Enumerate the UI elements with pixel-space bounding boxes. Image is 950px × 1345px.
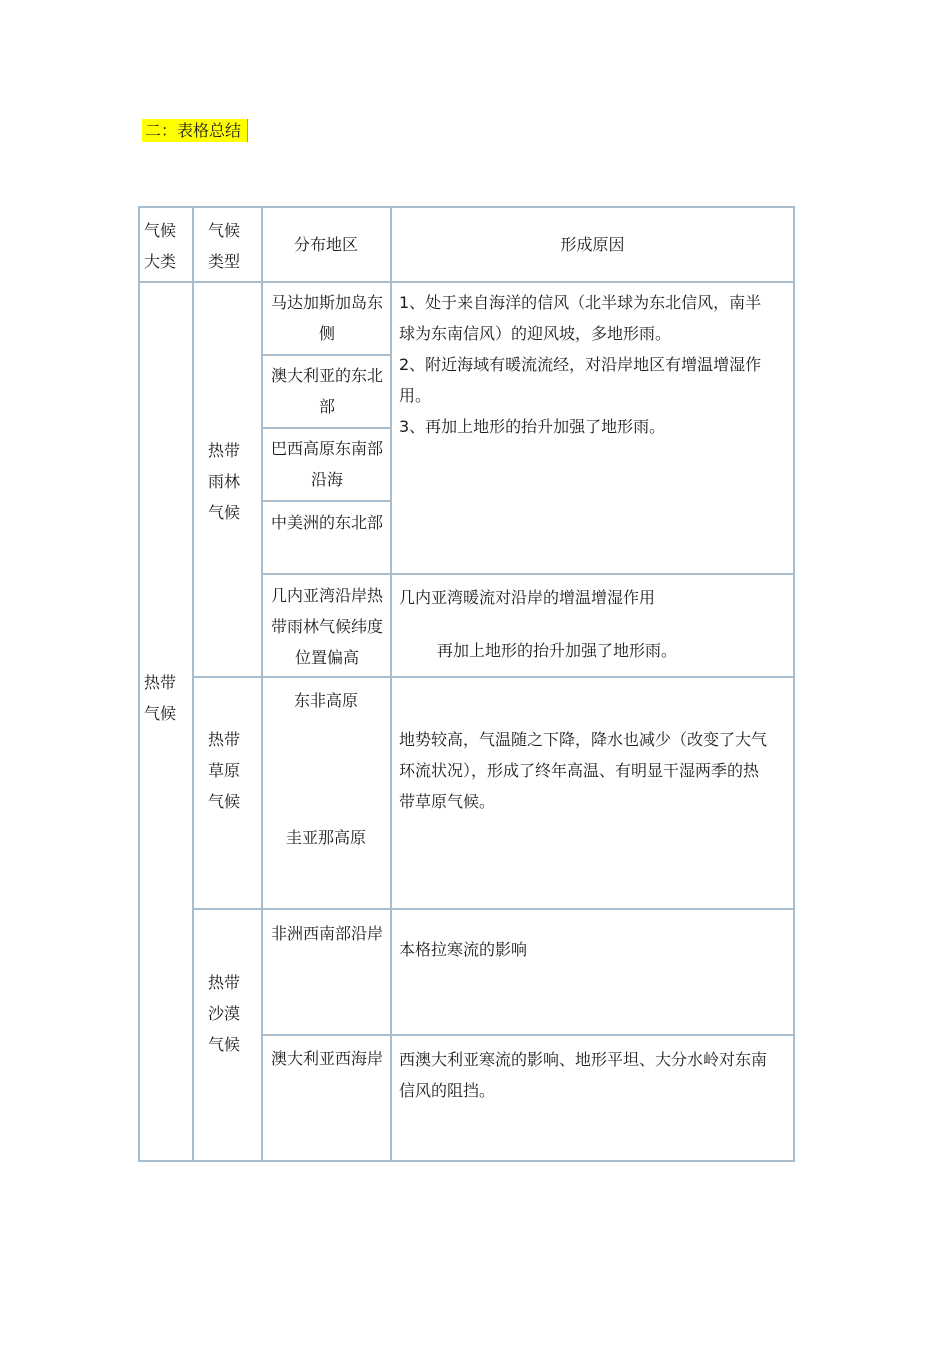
region-ne-central-america: 中美洲的东北部 (270, 513, 383, 532)
reason-benguela: 本格拉寒流的影响 (399, 940, 528, 959)
climate-summary-table (138, 206, 795, 1162)
row-divider (192, 676, 793, 678)
region-sw-africa: 非洲西南部沿岸 (270, 924, 383, 943)
section-heading: 二：表格总结 (142, 119, 248, 142)
region-east-africa: 东非高原 (293, 691, 358, 710)
column-divider (390, 208, 392, 1160)
region-guiana: 圭亚那高原 (285, 828, 366, 847)
climate-category: 热带气候 (144, 673, 177, 723)
row-divider (261, 1034, 793, 1036)
row-divider (261, 573, 793, 575)
column-divider (192, 208, 194, 1160)
header-reason: 形成原因 (560, 235, 625, 254)
column-divider (261, 208, 263, 1160)
type-rainforest: 热带雨林气候 (208, 441, 241, 522)
row-divider (261, 354, 392, 356)
reason-trade-wind-3: 3、再加上地形的抬升加强了地形雨。 (399, 417, 666, 436)
reason-trade-wind-2: 2、附近海域有暖流流经，对沿岸地区有增温增湿作用。 (399, 355, 762, 405)
header-region: 分布地区 (293, 235, 358, 254)
reason-guinea-current: 几内亚湾暖流对沿岸的增温增湿作用 (399, 588, 656, 607)
region-ne-australia: 澳大利亚的东北部 (270, 366, 383, 416)
row-divider (261, 500, 392, 502)
region-w-australia: 澳大利亚西海岸 (270, 1049, 383, 1068)
region-madagascar: 马达加斯加岛东侧 (270, 293, 383, 343)
row-divider (192, 908, 793, 910)
header-climate-category: 气候大类 (144, 221, 177, 271)
reason-guinea-terrain: 再加上地形的抬升加强了地形雨。 (437, 641, 678, 660)
header-climate-type: 气候类型 (208, 221, 241, 271)
row-divider (140, 281, 793, 283)
reason-trade-wind-1: 1、处于来自海洋的信风（北半球为东北信风，南半球为东南信风）的迎风坡，多地形雨。 (399, 293, 762, 343)
region-guinea-coast: 几内亚湾沿岸热带雨林气候纬度位置偏高 (270, 586, 383, 667)
type-desert: 热带沙漠气候 (208, 973, 241, 1054)
type-savanna: 热带草原气候 (208, 730, 241, 811)
row-divider (261, 427, 392, 429)
reason-w-australia: 西澳大利亚寒流的影响、地形平坦、大分水岭对东南信风的阻挡。 (399, 1050, 768, 1100)
reason-savanna: 地势较高，气温随之下降，降水也减少（改变了大气环流状况），形成了终年高温、有明显干湿两季的热带草原气候。 (399, 730, 768, 811)
region-se-brazil: 巴西高原东南部沿海 (270, 439, 383, 489)
